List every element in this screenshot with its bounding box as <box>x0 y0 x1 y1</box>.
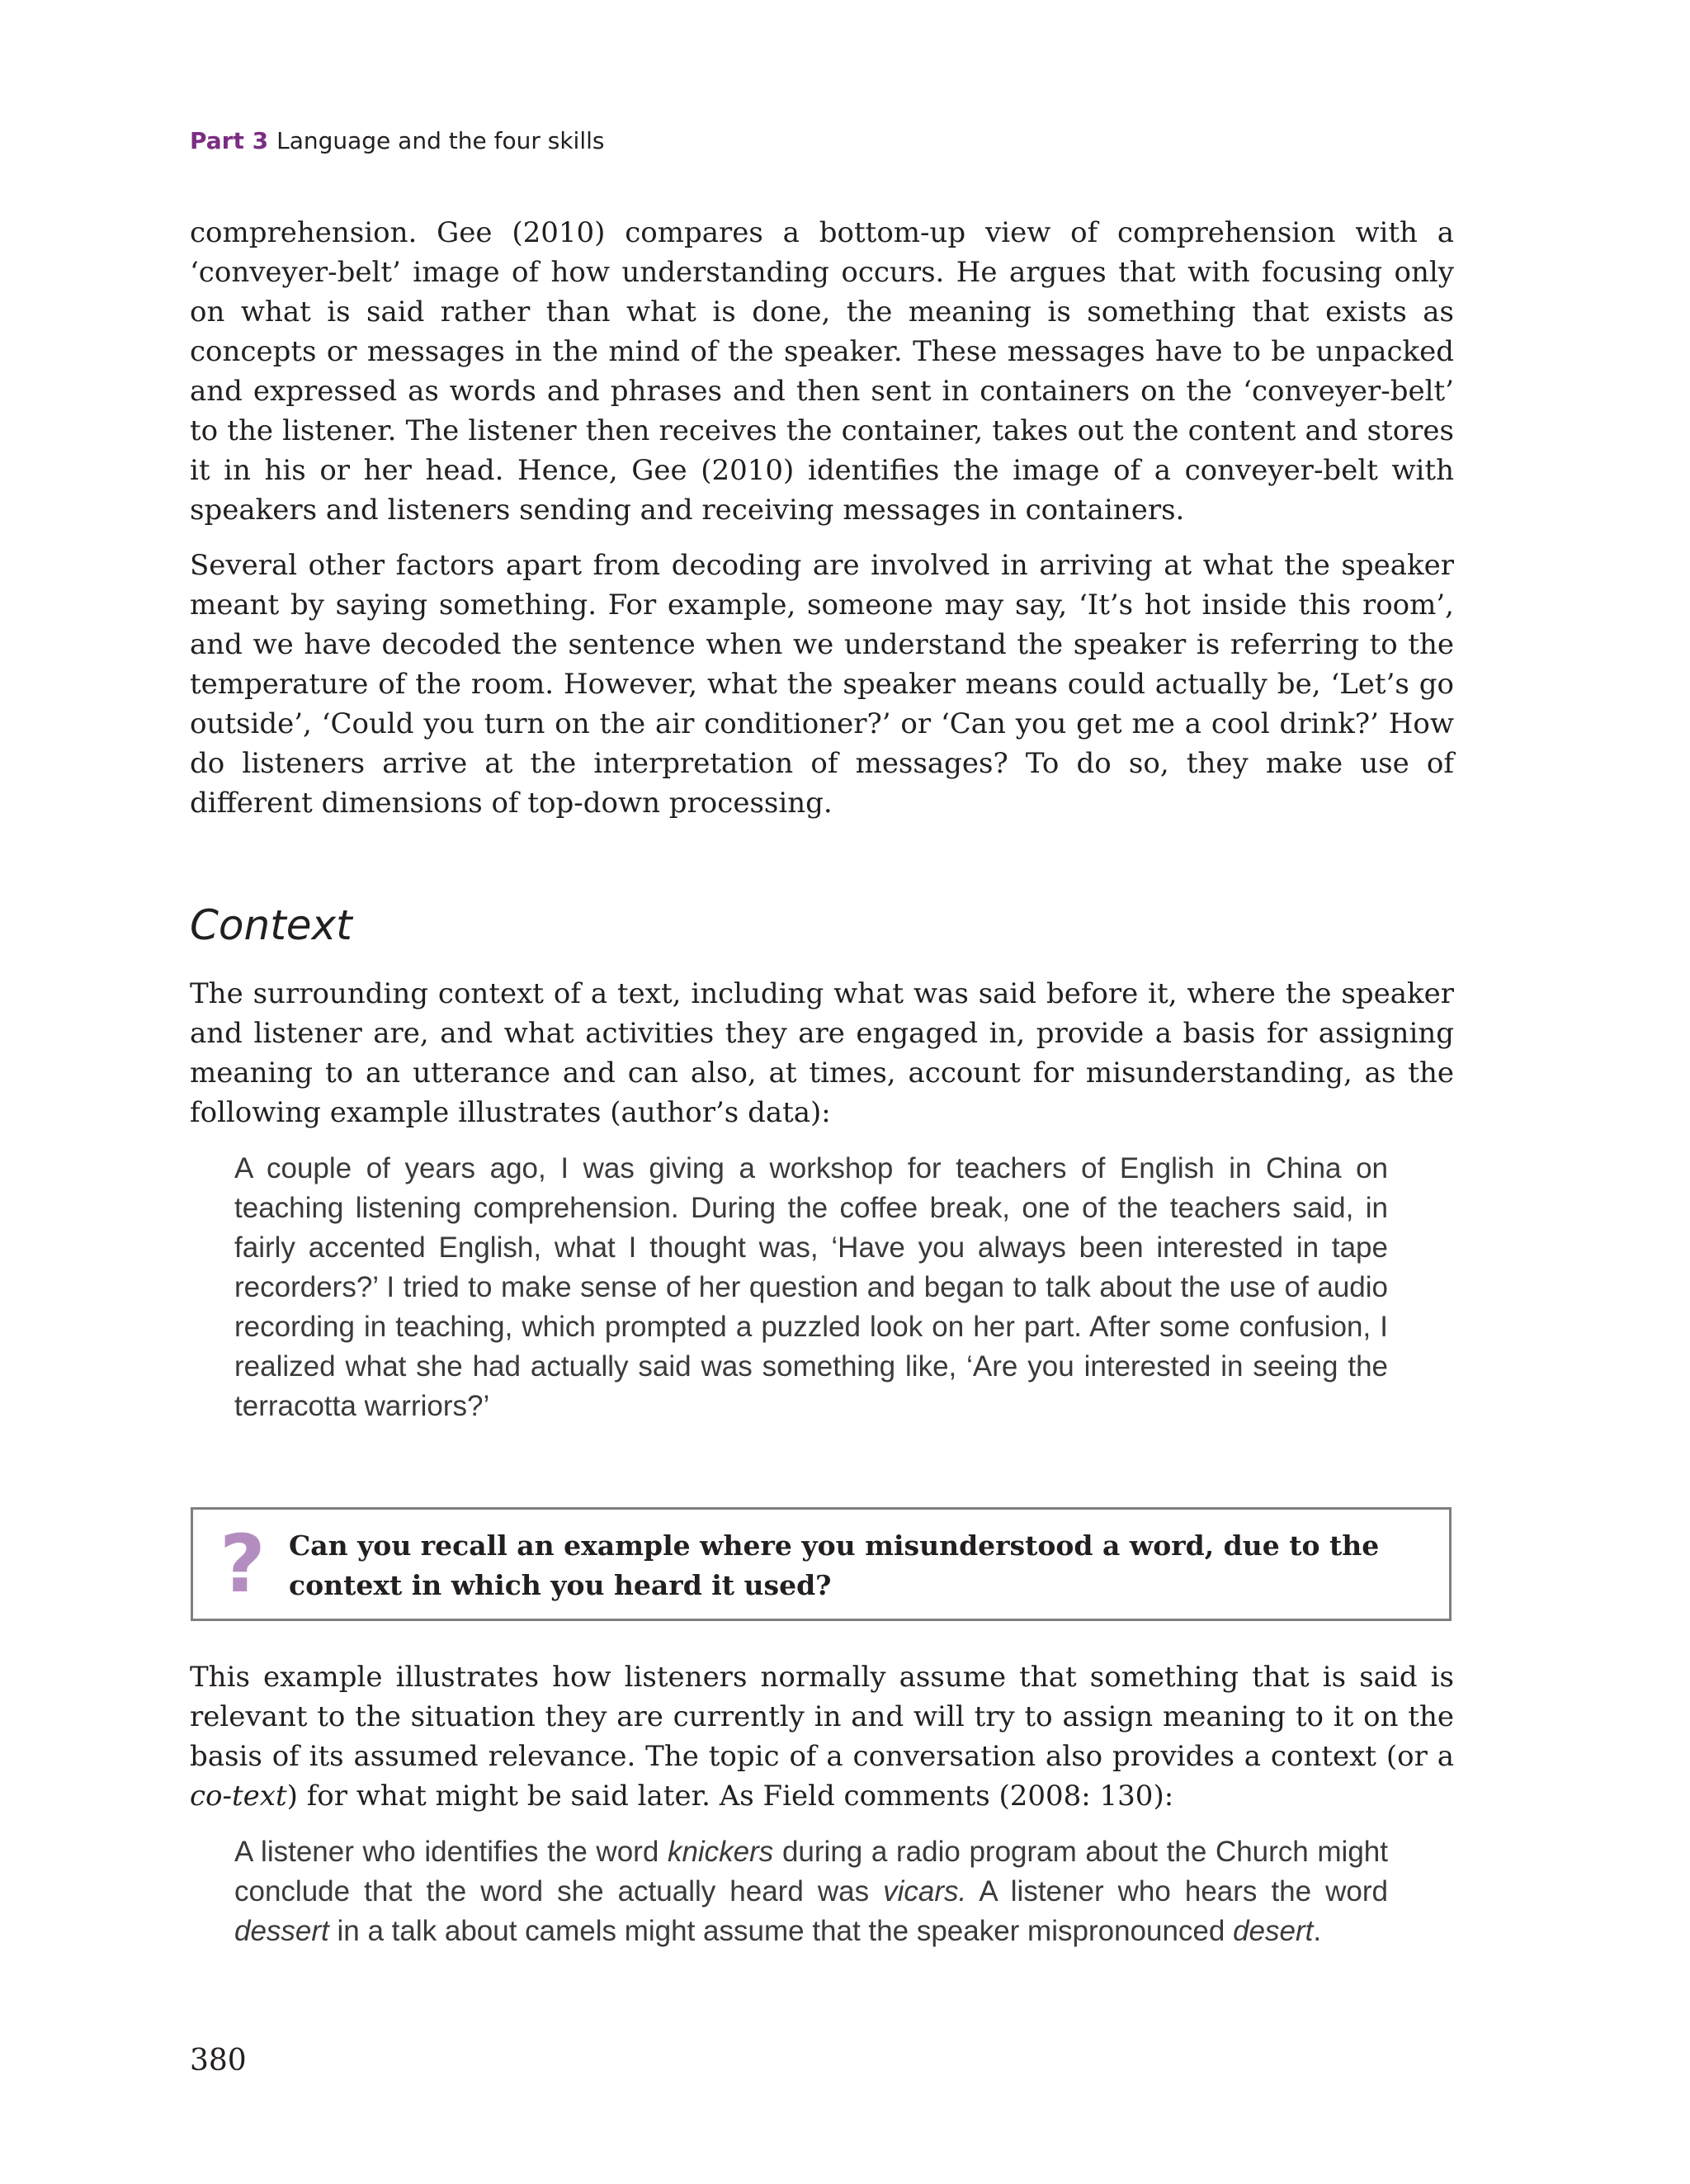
quote-segment: A listener who hears the word <box>966 1875 1388 1907</box>
paragraph-relevance-part1: This example illustrates how listeners normally assume that something that is said is relevant to the situation they are currently in and will try to assign meaning to it on the basis of its assumed relevance. The topic of a conversation also provides a context (or a <box>190 1661 1454 1773</box>
paragraph-decoding: Several other factors apart from decoding are involved in arriving at what the speaker meant by saying something. For example, someone may say, ‘It’s hot inside this room’, and we have decoded the sentence when we understand the speaker is referring to the temperature of the room. However, what the speaker means could actually be, ‘Let’s go outside’, ‘Could you turn on the air conditioner?’ or ‘Can you get me a cool drink?’ How do listeners arrive at the interpretation of messages? To do so, they make use of different dimensions of top-down processing. <box>190 549 1454 820</box>
paragraph-relevance <box>190 1657 1454 1816</box>
reflection-question-text: Can you recall an example where you misunderstood a word, due to the context in which you heard it used? <box>289 1529 1380 1601</box>
quote-italic-vicars: vicars. <box>883 1875 967 1907</box>
paragraph-conveyer-belt: comprehension. Gee (2010) compares a bottom-up view of comprehension with a ‘conveyer-belt’ image of how understanding occurs. He argues that with focusing only on what is said rather than what is done, the meaning is something that exists as concepts or messages in the mind of the speaker. These messages have to be unpacked and expressed as words and phrases and then sent in containers on the ‘conveyer-belt’ to the listener. The listener then receives the container, takes out the content and stores it in his or her head. Hence, Gee (2010) identifies the image of a conveyer-belt with speakers and listeners sending and receiving messages in containers. <box>190 216 1454 527</box>
quote-italic-dessert: dessert <box>234 1915 329 1947</box>
quote-italic-desert: desert <box>1233 1915 1314 1947</box>
page-number: 380 <box>190 2044 247 2078</box>
part-label: Part 3 <box>190 127 269 154</box>
paragraph-context: The surrounding context of a text, including what was said before it, where the speaker and listener are, and what activities they are engaged in, provide a basis for assigning meaning to an utterance and can also, at times, account for misunderstanding, as the following example illustrates (author’s data): <box>190 977 1454 1129</box>
paragraph-relevance-part2: ) for what might be said later. As Field comments (2008: 130): <box>286 1780 1174 1813</box>
quote-segment: A listener who identifies the word <box>234 1836 668 1868</box>
quote-segment: during a radio program about the Church might conclude that the word she actually heard was <box>234 1836 1388 1907</box>
quote-segment: in a talk about camels might assume that the speaker mispronounced <box>328 1915 1234 1947</box>
reflection-question-box <box>191 1507 1452 1621</box>
section-title: Language and the four skills <box>276 127 605 154</box>
quote-segment: . <box>1313 1915 1322 1947</box>
question-mark-icon: ? <box>220 1518 266 1610</box>
co-text-term: co-text <box>190 1780 287 1813</box>
block-quote-field <box>234 1832 1388 1951</box>
block-quote-terracotta: A couple of years ago, I was giving a workshop for teachers of English in China on teaching listening comprehension. During the coffee break, one of the teachers said, in fairly accented English, what I thought was, ‘Have you always been interested in tape recorders?’ I tried to make sense of her question and began to talk about the use of audio recording in teaching, which prompted a puzzled look on her part. After some confusion, I realized what she had actually said was something like, ‘Are you interested in seeing the terracotta warriors?’ <box>234 1152 1388 1422</box>
running-head <box>190 127 604 154</box>
section-heading-context: Context <box>190 901 352 949</box>
quote-italic-knickers: knickers <box>667 1836 774 1868</box>
